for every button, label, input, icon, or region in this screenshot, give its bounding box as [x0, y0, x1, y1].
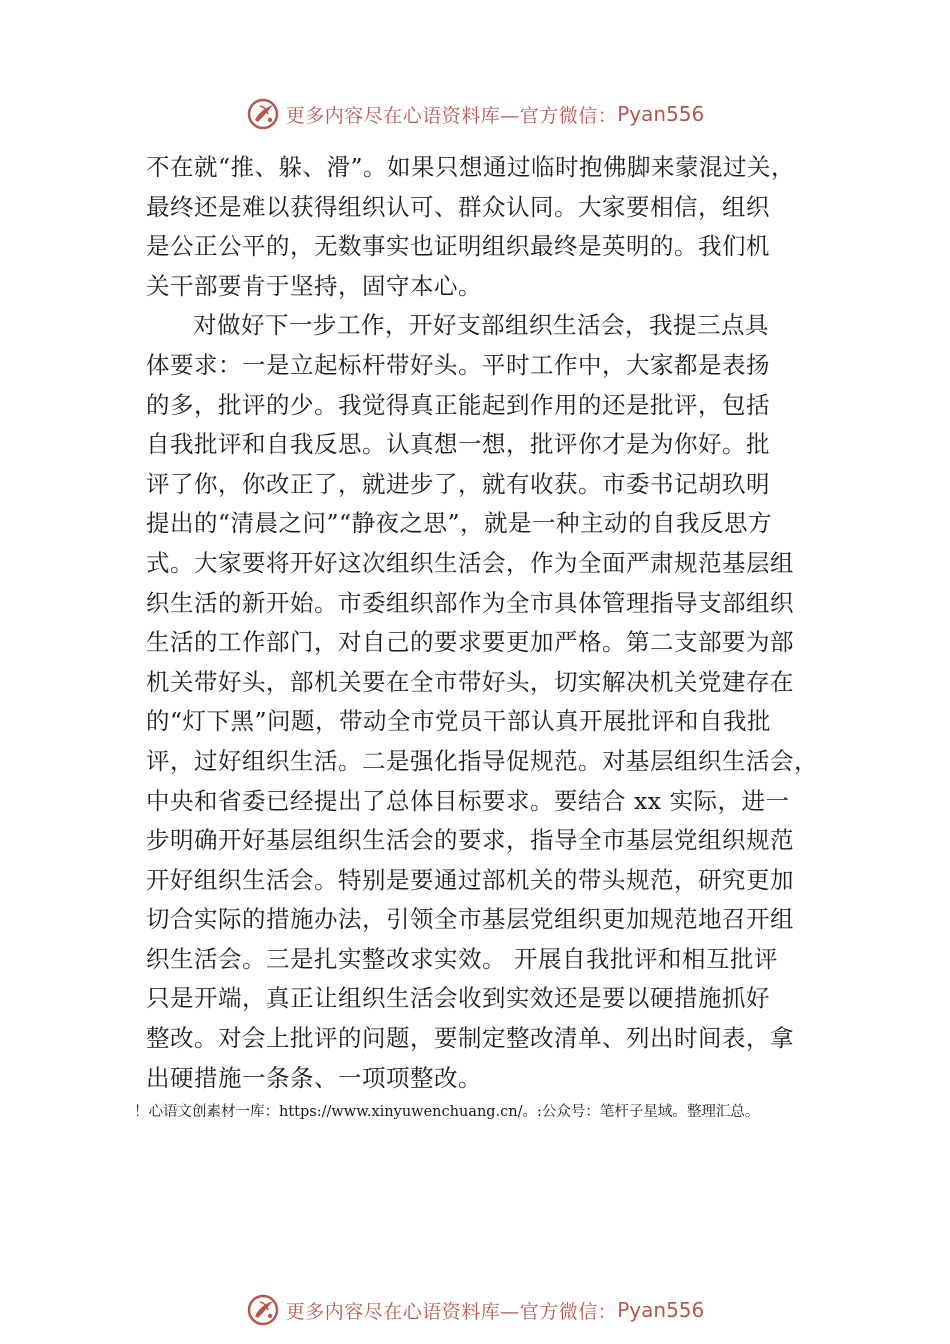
- body-line: 切合实际的措施办法，引领全市基层党组织更加规范地召开组: [146, 905, 794, 934]
- watermark-wechat-id: Pyan556: [617, 102, 705, 126]
- body-line: 是公正公平的，无数事实也证明组织最终是英明的。我们机: [146, 232, 770, 261]
- paragraph-first-line: 对做好下一步工作，开好支部组织生活会，我提三点具: [193, 311, 769, 340]
- body-line: 织生活的新开始。市委组织部作为全市具体管理指导支部组织: [146, 588, 794, 617]
- header-watermark: [0, 94, 950, 134]
- body-line: 关干部要肯于坚持，固守本心。: [146, 271, 482, 300]
- logo-icon: [246, 97, 280, 131]
- body-line: 中央和省委已经提出了总体目标要求。要结合 xx 实际，进一: [146, 786, 790, 815]
- body-line: 体要求：一是立起标杆带好头。平时工作中，大家都是表扬: [146, 350, 770, 379]
- watermark-wechat-id: Pyan556: [617, 1298, 705, 1322]
- body-line: 整改。对会上批评的问题，要制定整改清单、列出时间表，拿: [146, 1024, 794, 1053]
- watermark-text: 更多内容尽在心语资料库—官方微信：: [285, 1300, 618, 1323]
- body-line: 不在就“推、躲、滑”。如果只想通过临时抱佛脚来蒙混过关，: [146, 153, 796, 181]
- source-footnote: ！心语文创素材一库：https://www.xinyuwenchuang.cn/。:公众号：笔杆子星域。整理汇总。: [134, 1104, 760, 1120]
- body-line: 自我批评和自我反思。认真想一想，批评你才是为你好。批: [146, 430, 770, 459]
- body-line: 生活的工作部门，对自己的要求要更加严格。第二支部要为部: [146, 628, 794, 657]
- body-line: 织生活会。三是扎实整改求实效。 开展自我批评和相互批评: [146, 944, 778, 973]
- footer-watermark: [0, 1290, 950, 1330]
- body-line: 评了你，你改正了，就进步了，就有收获。市委书记胡玖明: [146, 469, 770, 498]
- body-line: 只是开端，真正让组织生活会收到实效还是要以硬措施抓好: [146, 984, 770, 1013]
- body-line: 机关带好头，部机关要在全市带好头，切实解决机关党建存在: [146, 667, 794, 696]
- body-line: 的“灯下黑”问题，带动全市党员干部认真开展批评和自我批: [146, 707, 772, 736]
- body-line: 出硬措施一条条、一项项整改。: [146, 1063, 482, 1092]
- body-line: 式。大家要将开好这次组织生活会，作为全面严肃规范基层组: [146, 548, 794, 577]
- body-line: 的多，批评的少。我觉得真正能起到作用的还是批评，包括: [146, 390, 770, 419]
- logo-icon: [246, 1293, 280, 1327]
- document-body: [146, 148, 836, 1098]
- body-line: 最终还是难以获得组织认可、群众认同。大家要相信，组织: [146, 192, 770, 221]
- watermark-text: 更多内容尽在心语资料库—官方微信：: [285, 104, 618, 127]
- body-line: 步明确开好基层组织生活会的要求，指导全市基层党组织规范: [146, 826, 794, 855]
- body-line: 开好组织生活会。特别是要通过部机关的带头规范，研究更加: [146, 865, 794, 894]
- body-line: 评，过好组织生活。二是强化指导促规范。对基层组织生活会，: [146, 746, 818, 775]
- body-line: 提出的“清晨之问”“静夜之思”，就是一种主动的自我反思方: [146, 509, 773, 538]
